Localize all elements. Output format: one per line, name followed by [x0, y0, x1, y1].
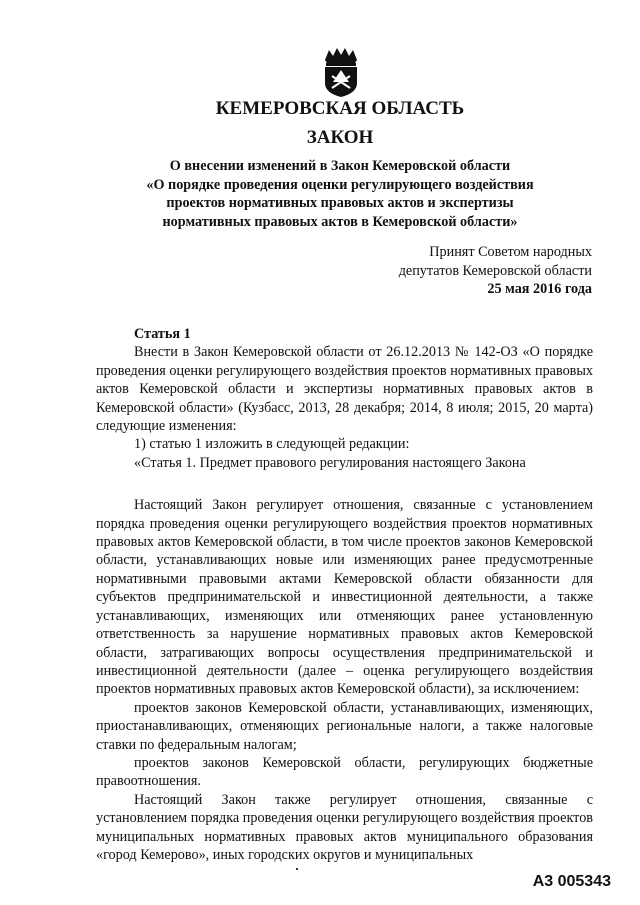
adopted-by-line: Принят Советом народных [429, 244, 592, 260]
region-name: КЕМЕРОВСКАЯ ОБЛАСТЬ [215, 98, 465, 119]
paragraph: Настоящий Закон также регулирует отношения, связанные с установлением порядка проведения оценки регулирующего воздействия проектов муниципальных нормативных правовых актов муниципального образования «город Кемерово», иных городских округов и муниципальных [96, 791, 593, 863]
document-type: ЗАКОН [306, 127, 374, 148]
article-heading: Статья 1 [134, 326, 191, 342]
paragraph: Настоящий Закон регулирует отношения, связанные с установлением порядка проведения оценки регулирующего воздействия проектов нормативных правовых актов Кемеровской области, в том числе проектов законов Кемеровской области, устанавливающих новые или изменяющих ранее предусмотренные нормативными правовыми актами Кемеровской области обязанности для субъектов предпринимательской и инвестиционной деятельности, а также устанавливающих, изменяющих или отменяющих ранее установленную ответственность за нарушение нормативных правовых актов Кемеровской области, затрагивающих вопросы осуществления предпринимательской и инвестиционной деятельности (далее – оценка регулирующего воздействия проектов нормативных правовых актов Кемеровской области), за исключением: [96, 497, 593, 698]
coat-of-arms-icon [321, 46, 361, 98]
law-title-line: проектов нормативных правовых актов и экспертизы [166, 195, 514, 212]
new-article-title: «Статья 1. Предмет правового регулирования настоящего Закона [134, 454, 526, 471]
law-title-line: О внесении изменений в Закон Кемеровской области [169, 158, 511, 174]
law-title-line: нормативных правовых актов в Кемеровской области» [162, 213, 518, 230]
document-body [96, 325, 593, 864]
paragraph: Внести в Закон Кемеровской области от 26.12.2013 № 142-ОЗ «О порядке проведения оценки регулирующего воздействия проектов нормативных правовых актов Кемеровской области и экспертизы нормативных правовых актов в Кемеровской области» (Кузбасс, 2013, 28 декабря; 2014, 8 июля; 2015, 20 марта) следующие изменения: [96, 344, 593, 435]
law-title-line: «О порядке проведения оценки регулирующего воздействия [146, 176, 534, 193]
page-mark [296, 868, 298, 870]
exception-item: проектов законов Кемеровской области, регулирующих бюджетные правоотношения. [96, 754, 593, 790]
serial-number: А3 005343 [532, 873, 611, 890]
exception-item: проектов законов Кемеровской области, устанавливающих, изменяющих, приостанавливающих, отменяющих региональные налоги, а также налоговые ставки по федеральным налогам; [96, 699, 593, 753]
adoption-note [399, 243, 592, 299]
list-item: 1) статью 1 изложить в следующей редакции: [134, 436, 410, 453]
adoption-date: 25 мая 2016 года [487, 281, 592, 298]
law-title [0, 157, 640, 231]
adopted-by-line: депутатов Кемеровской области [398, 262, 592, 279]
